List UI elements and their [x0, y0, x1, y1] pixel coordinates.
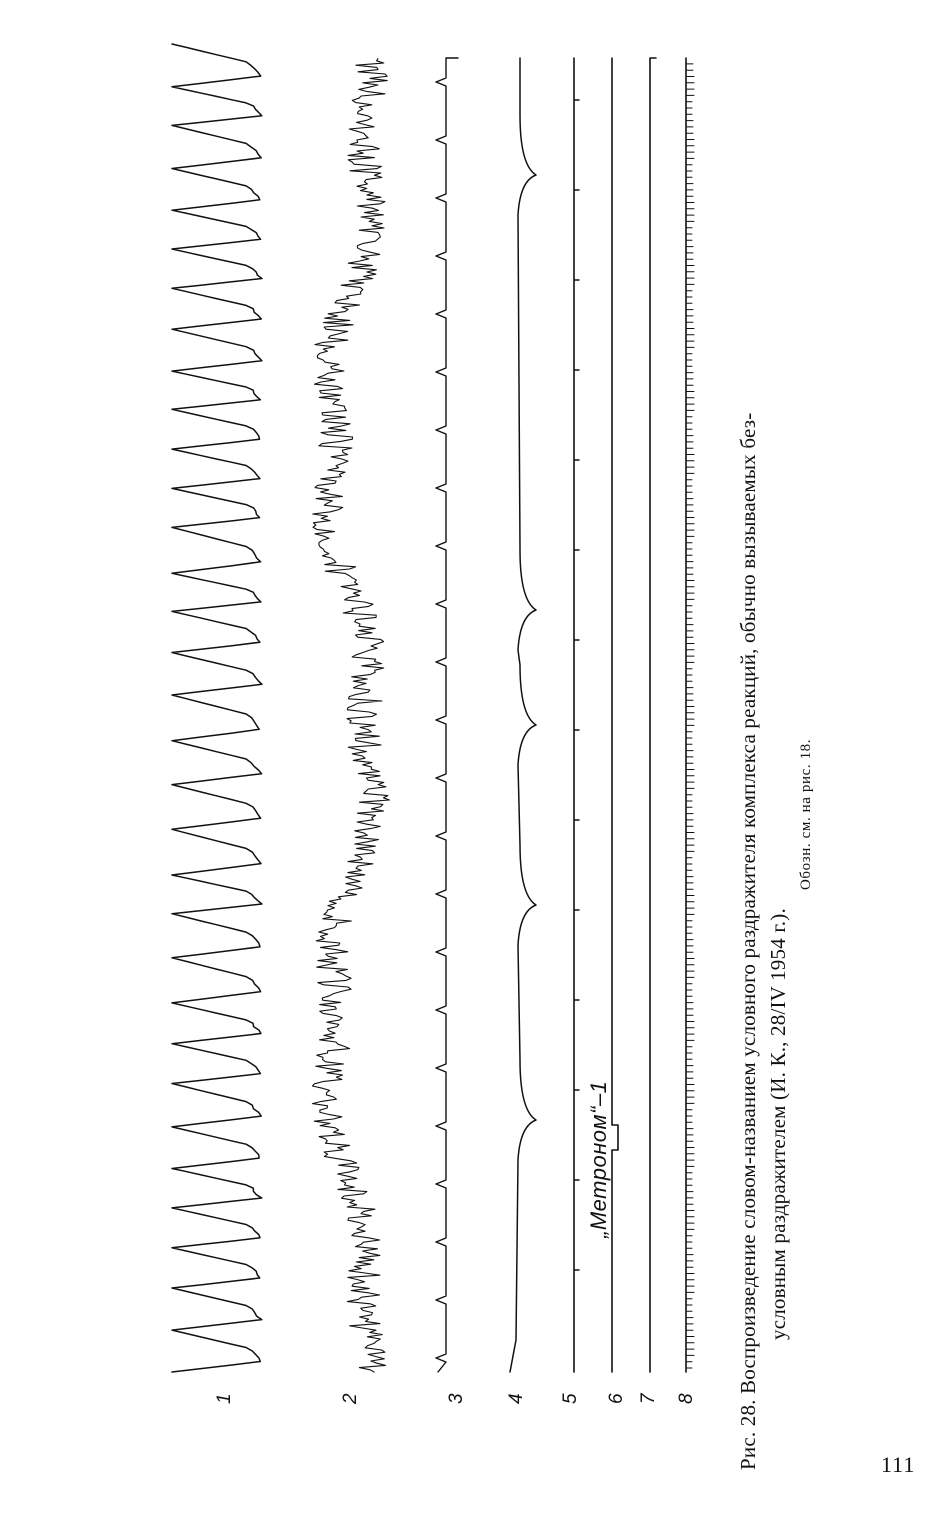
trace-3-pulse [436, 58, 458, 1372]
trace-label-1: 1 [214, 1393, 235, 1404]
trace-label-7: 7 [638, 1393, 659, 1404]
caption-line-2: условным раздражителем (И. К., 28/IV 1954 г.). [766, 908, 790, 1340]
trace-8-time-marks [686, 64, 694, 1368]
trace-label-8: 8 [676, 1393, 697, 1404]
stimulus-label: „Метроном“–1 [586, 1080, 611, 1238]
trace-7-line [650, 58, 656, 1372]
trace-4-galvanic [510, 58, 536, 1372]
trace-1-respiration [172, 44, 262, 1372]
trace-2-activity [312, 59, 389, 1372]
trace-label-5: 5 [560, 1393, 581, 1404]
trace-label-4: 4 [506, 1393, 527, 1404]
trace-label-6: 6 [606, 1393, 627, 1404]
page-number: 111 [881, 1452, 916, 1477]
caption-notation: Обозн. см. на рис. 18. [798, 738, 814, 890]
trace-label-3: 3 [446, 1393, 467, 1404]
trace-6-stimulus [612, 58, 618, 1372]
caption-line-1: Рис. 28. Воспроизведение словом-названием условного раздражителя комплекса реакций, обычно вызываемых без- [736, 412, 760, 1470]
trace-label-2: 2 [340, 1393, 361, 1404]
